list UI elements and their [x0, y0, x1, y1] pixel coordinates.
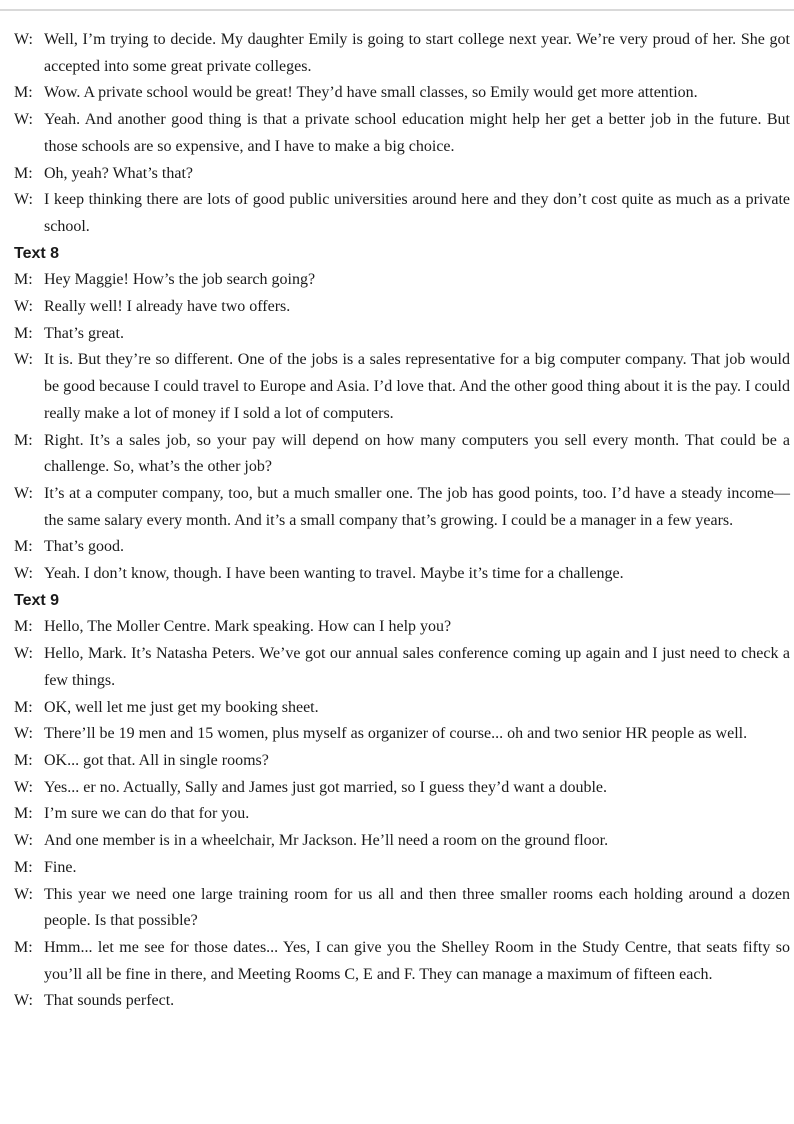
dialogue-line [14, 161, 790, 188]
dialogue-text: And one member is in a wheelchair, Mr Jackson. He’ll need a room on the ground floor. [44, 832, 609, 850]
speaker-label: W: [14, 298, 33, 316]
dialogue-text: It is. But they’re so different. One of the jobs is a sales representative for a big computer company. That job would be good because I could travel to Europe and Asia. I’d love that. And the other good thing about it is the pay. I could really make a lot of money if I sold a lot of computers. [44, 351, 790, 422]
dialogue-text: I’m sure we can do that for you. [44, 805, 250, 823]
dialogue-text: That’s good. [44, 538, 124, 556]
dialogue-text: Hello, The Moller Centre. Mark speaking. How can I help you? [44, 618, 452, 636]
dialogue-text: Wow. A private school would be great! They’d have small classes, so Emily would get more attention. [44, 84, 698, 102]
dialogue-text: Right. It’s a sales job, so your pay will depend on how many computers you sell every month. That could be a challenge. So, what’s the other job? [44, 431, 790, 476]
dialogue-text: That sounds perfect. [44, 992, 175, 1010]
dialogue-text: OK, well let me just get my booking sheet. [44, 698, 319, 716]
dialogue-line [14, 561, 790, 588]
dialogue-line [14, 828, 790, 855]
dialogue-text: Yeah. And another good thing is that a private school education might help her get a better job in the future. But those schools are so expensive, and I have to make a big choice. [44, 111, 790, 155]
dialogue-line [14, 695, 790, 722]
dialogue-line [14, 748, 790, 775]
dialogue-line [14, 935, 790, 988]
dialogue-line [14, 855, 790, 882]
speaker-label: M: [14, 164, 33, 182]
speaker-label: M: [14, 938, 33, 956]
dialogue-line [14, 267, 790, 294]
speaker-label: M: [14, 618, 33, 636]
dialogue-line [14, 801, 790, 828]
dialogue-line [14, 882, 790, 935]
speaker-label: W: [14, 885, 33, 903]
speaker-label: M: [14, 431, 33, 449]
speaker-label: W: [14, 565, 33, 583]
dialogue-text: Oh, yeah? What’s that? [44, 164, 193, 182]
speaker-label: W: [14, 725, 33, 743]
dialogue-text: Really well! I already have two offers. [44, 298, 291, 316]
dialogue-text: It’s at a computer company, too, but a much smaller one. The job has good points, too. I’d have a steady income—the same salary every month. And it’s a small company that’s growing. I could be a manager in a few years. [44, 484, 790, 529]
dialogue-line [14, 107, 790, 160]
speaker-label: M: [14, 751, 33, 769]
speaker-label: M: [14, 698, 33, 716]
dialogue-line [14, 534, 790, 561]
speaker-label: M: [14, 538, 33, 556]
dialogue-text: That’s great. [44, 324, 124, 342]
speaker-label: W: [14, 645, 33, 663]
speaker-label: W: [14, 191, 33, 209]
dialogue-text: I keep thinking there are lots of good public universities around here and they don’t cost quite as much as a private school. [44, 191, 790, 235]
dialogue-text: OK... got that. All in single rooms? [44, 751, 269, 769]
speaker-label: M: [14, 324, 33, 342]
speaker-label: M: [14, 858, 33, 876]
speaker-label: W: [14, 832, 33, 850]
dialogue-text: Yes... er no. Actually, Sally and James just got married, so I guess they’d want a double. [44, 778, 608, 796]
section-heading: Text 8 [14, 244, 60, 262]
speaker-label: W: [14, 778, 33, 796]
speaker-label: M: [14, 805, 33, 823]
speaker-label: W: [14, 484, 33, 502]
dialogue-line [14, 27, 790, 80]
dialogue-text: Hello, Mark. It’s Natasha Peters. We’ve got our annual sales conference coming up again and I just need to check a few things. [44, 645, 790, 689]
top-rule [0, 9, 794, 11]
speaker-label: W: [14, 31, 33, 48]
dialogue-text: Hey Maggie! How’s the job search going? [44, 271, 316, 289]
dialogue-line [14, 80, 790, 107]
speaker-label: W: [14, 351, 33, 369]
speaker-label: M: [14, 271, 33, 289]
dialogue-text: This year we need one large training room for us all and then three smaller rooms each holding around a dozen people. Is that possible? [44, 885, 790, 930]
dialogue-line [14, 775, 790, 802]
transcript-page [14, 27, 790, 1015]
dialogue-line [14, 641, 790, 694]
dialogue-text: Fine. [44, 858, 77, 876]
speaker-label: W: [14, 111, 33, 129]
dialogue-line [14, 481, 790, 534]
speaker-label: M: [14, 84, 33, 102]
dialogue-text: There’ll be 19 men and 15 women, plus myself as organizer of course... oh and two senior HR people as well. [44, 725, 748, 743]
dialogue-text: Yeah. I don’t know, though. I have been wanting to travel. Maybe it’s time for a challenge. [44, 565, 624, 583]
dialogue-line [14, 614, 790, 641]
dialogue-line [14, 721, 790, 748]
dialogue-line [14, 347, 790, 427]
dialogue-line [14, 294, 790, 321]
section-heading: Text 9 [14, 591, 60, 609]
dialogue-line [14, 321, 790, 348]
speaker-label: W: [14, 992, 33, 1010]
dialogue-line [14, 428, 790, 481]
dialogue-line [14, 988, 790, 1015]
dialogue-text: Well, I’m trying to decide. My daughter Emily is going to start college next year. We’re very proud of her. She got accepted into some great private colleges. [44, 31, 790, 75]
dialogue-line [14, 187, 790, 240]
dialogue-text: Hmm... let me see for those dates... Yes, I can give you the Shelley Room in the Study Centre, that seats fifty so you’ll all be fine in there, and Meeting Rooms C, E and F. They can manage a maximum of fifteen each. [44, 938, 790, 983]
